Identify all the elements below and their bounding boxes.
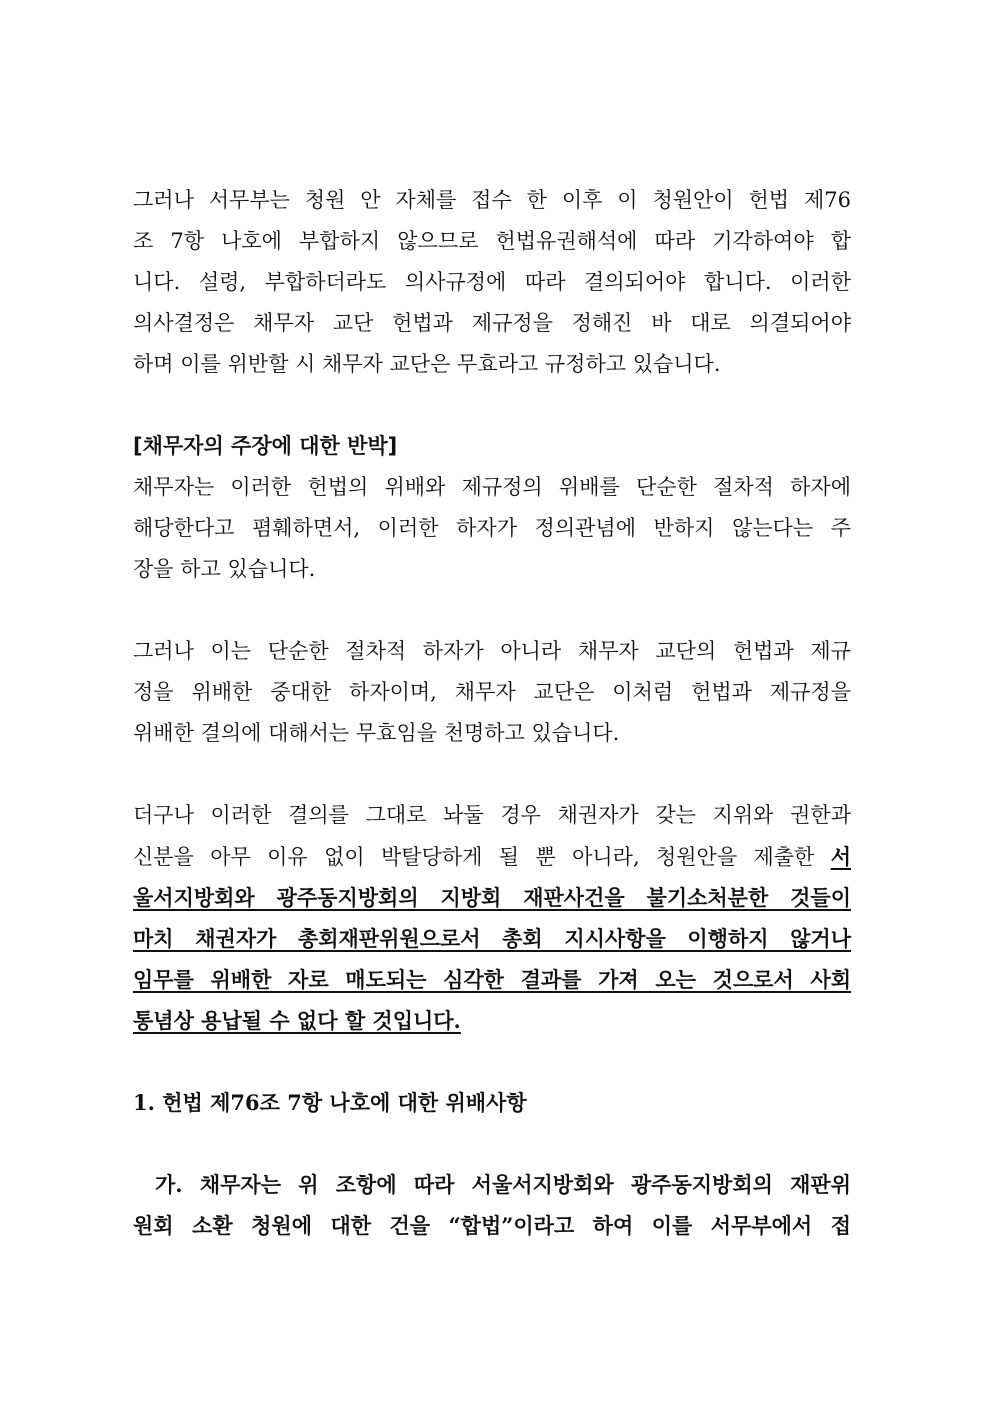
underlined-emphasis: 마치 채권자가 총회재판위원으로서 총회 지시사항을 이행하지 않거나 bbox=[133, 926, 851, 951]
text-line: 하며 이를 위반할 시 채무자 교단은 무효라고 규정하고 있습니다. bbox=[133, 352, 721, 376]
paragraph-item-ga bbox=[133, 1164, 851, 1246]
text-line: 채무자는 이러한 헌법의 위배와 제규정의 위배를 단순한 절차적 하자에 bbox=[133, 475, 851, 499]
paragraph-consequences bbox=[133, 795, 851, 1041]
text-line bbox=[133, 959, 851, 1000]
text-line: 위배한 결의에 대해서는 무효임을 천명하고 있습니다. bbox=[133, 721, 620, 745]
text-line: 조 7항 나호에 부합하지 않으므로 헌법유권해석에 따라 기각하여야 합 bbox=[133, 229, 851, 253]
underlined-emphasis: 서 bbox=[830, 844, 851, 869]
text-segment: 신분을 아무 이유 없이 박탈당하게 될 뿐 아니라, 청원안을 제출한 bbox=[133, 845, 831, 869]
text-line: 가. 채무자는 위 조항에 따라 서울서지방회와 광주동지방회의 재판위 bbox=[155, 1172, 851, 1197]
text-line: 그러나 서무부는 청원 안 자체를 접수 한 이후 이 청원안이 헌법 제76 bbox=[133, 188, 851, 212]
text-line bbox=[133, 877, 851, 918]
paragraph-gap bbox=[133, 1123, 851, 1164]
text-line bbox=[133, 836, 851, 877]
text-line: 정을 위배한 중대한 하자이며, 채무자 교단은 이처럼 헌법과 제규정을 bbox=[133, 680, 851, 704]
text-line: 의사결정은 채무자 교단 헌법과 제규정을 정해진 바 대로 의결되어야 bbox=[133, 311, 851, 335]
paragraph-debtor-claim bbox=[133, 467, 851, 590]
text-line: 더구나 이러한 결의를 그대로 놔둘 경우 채권자가 갖는 지위와 권한과 bbox=[133, 803, 851, 827]
text-line: 해당한다고 폄훼하면서, 이러한 하자가 정의관념에 반하지 않는다는 주 bbox=[133, 516, 851, 540]
text-line: 원회 소환 청원에 대한 건을 “합법”이라고 하여 이를 서무부에서 접 bbox=[133, 1213, 851, 1238]
section-heading-rebuttal: [채무자의 주장에 대한 반박] bbox=[133, 434, 398, 458]
paragraph-gap bbox=[133, 1041, 851, 1082]
document-page bbox=[133, 180, 851, 1246]
paragraph-serious-defect bbox=[133, 631, 851, 754]
text-line: 니다. 설령, 부합하더라도 의사규정에 따라 결의되어야 합니다. 이러한 bbox=[133, 270, 851, 294]
text-line: 그러나 이는 단순한 절차적 하자가 아니라 채무자 교단의 헌법과 제규 bbox=[133, 639, 851, 663]
section-heading-article-violation: 1. 헌법 제76조 7항 나호에 대한 위배사항 bbox=[133, 1090, 527, 1115]
underlined-emphasis: 통념상 용납될 수 없다 할 것입니다. bbox=[133, 1008, 461, 1033]
paragraph-gap bbox=[133, 385, 851, 426]
underlined-emphasis: 임무를 위배한 자로 매도되는 심각한 결과를 가져 오는 것으로서 사회 bbox=[133, 967, 851, 992]
underlined-emphasis: 울서지방회와 광주동지방회의 지방회 재판사건을 불기소처분한 것들이 bbox=[133, 885, 851, 910]
text-line bbox=[133, 918, 851, 959]
paragraph-gap bbox=[133, 590, 851, 631]
text-line: 장을 하고 있습니다. bbox=[133, 557, 316, 581]
paragraph-rejection-procedure bbox=[133, 180, 851, 385]
paragraph-gap bbox=[133, 754, 851, 795]
text-line bbox=[133, 1000, 851, 1041]
